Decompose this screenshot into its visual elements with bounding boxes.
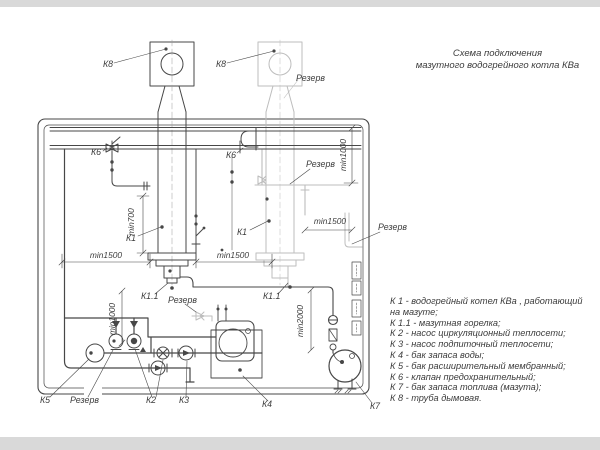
equipment-legend: [390, 296, 598, 404]
dim-min1500-right: min1500: [216, 250, 250, 260]
legend-line: К 2 - насос циркуляционный теплосети;: [390, 328, 566, 339]
legend-line: К 7 - бак запаса топлива (мазута);: [390, 382, 542, 393]
dim-min1000-bottom: min1000: [107, 302, 117, 336]
dim-min1000-top: min1000: [338, 138, 348, 172]
legend-line: К 1.1 - мазутная горелка;: [390, 317, 501, 328]
boiler-k1: [148, 253, 196, 266]
callout-k3: К3: [179, 395, 190, 405]
dim-min2000: min2000: [295, 304, 305, 338]
dim-min1500-left: min1500: [89, 250, 123, 260]
drawing-title: [400, 48, 595, 72]
boiler-connection-pipe: [192, 149, 223, 253]
callout-k4: К4: [262, 399, 273, 409]
scan-edge-bottom: [0, 437, 600, 450]
callout-k1-left: К1: [126, 233, 137, 243]
legend-line: на мазуте;: [390, 306, 438, 317]
safety-valve-k6-left: [106, 137, 150, 190]
callout-k8-left: К8: [103, 59, 114, 69]
dim-min1500-wall: min1500: [313, 216, 347, 226]
fuel-line: [180, 277, 338, 353]
callout-k5: К5: [40, 395, 51, 405]
dim-min700: min700: [126, 208, 136, 236]
callout-k2: К2: [146, 395, 157, 405]
callout-k7: К7: [370, 401, 381, 411]
legend-line: К 6 - клапан предохранительный;: [390, 371, 536, 382]
pump-k2-group: [109, 334, 141, 350]
callout-k1-right: К1: [237, 227, 248, 237]
reserve-label-pipe: Резерв: [378, 222, 407, 232]
legend-line: К 5 - бак расширительный мембранный;: [390, 360, 566, 371]
legend-line: К 4 - бак запаса воды;: [390, 349, 485, 360]
pipe-tag-boxes: [352, 262, 361, 335]
chimney-k8: [150, 40, 194, 285]
callout-k6-right: К6: [226, 150, 237, 160]
reserve-label-boiler: Резерв: [306, 159, 335, 169]
reserve-label-pump: Резерв: [70, 395, 99, 405]
title-line-2: мазутного водогрейного котла КВа: [415, 60, 580, 71]
legend-line: К 1 - водогрейный котел КВа , работающий: [390, 296, 583, 306]
title-line-1: Схема подключения: [452, 48, 543, 59]
legend-line: К 8 - труба дымовая.: [390, 393, 482, 404]
callout-k11-left: К1.1: [141, 291, 159, 301]
callout-k11-right: К1.1: [263, 291, 281, 301]
door-gap: [84, 382, 102, 396]
callout-k8-right: К8: [216, 59, 227, 69]
fuel-tank-k7: [329, 350, 361, 393]
water-tank-k4: [211, 305, 262, 378]
callout-k6-left: К6: [91, 147, 102, 157]
reserve-feed-line: [192, 312, 212, 321]
reserve-label-chimney: Резерв: [296, 73, 325, 83]
reserve-boiler-piping: [255, 150, 350, 215]
pump-k3-group: [149, 346, 195, 375]
scan-edge-top: [0, 0, 600, 7]
legend-line: К 3 - насос подпиточный теплосети;: [390, 339, 554, 350]
reserve-label-burner: Резерв: [168, 295, 197, 305]
